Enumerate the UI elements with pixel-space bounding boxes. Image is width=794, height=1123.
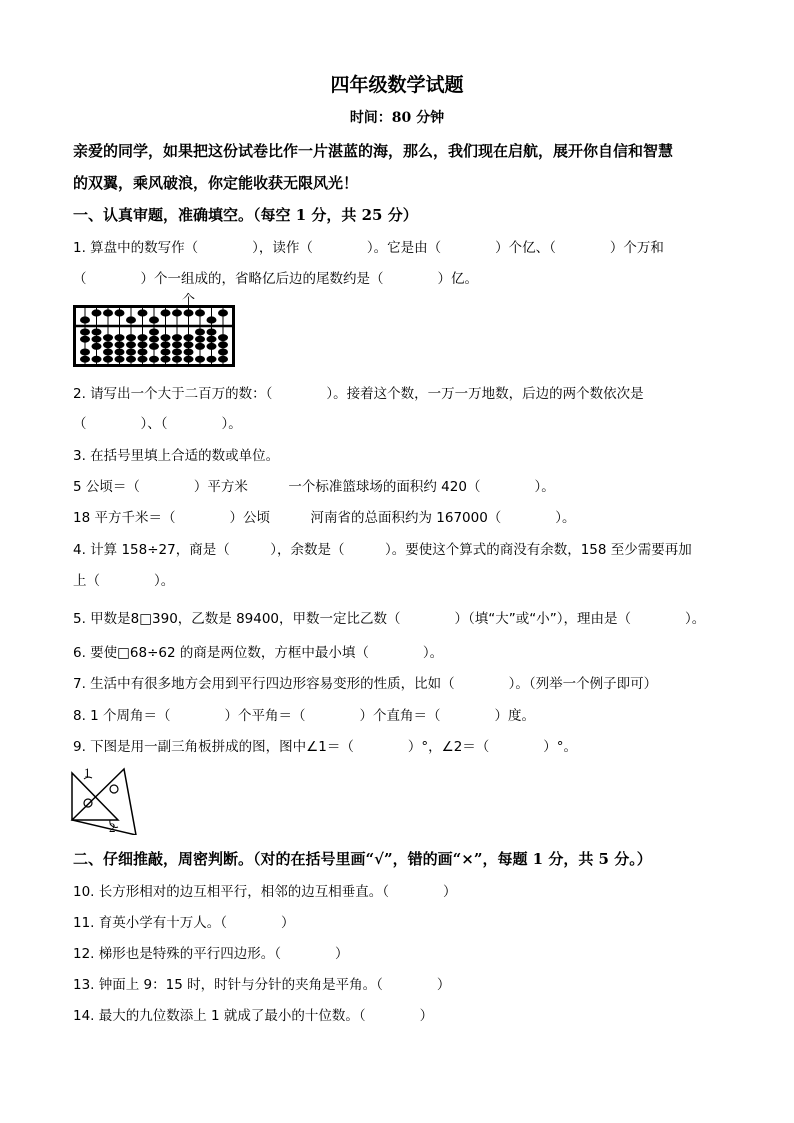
abacus-bead-lower: [195, 336, 205, 343]
abacus-ones-label: 个: [182, 293, 196, 308]
question-1-line-1: 1. 算盘中的数写作（ ），读作（ ）。它是由（ ）个亿、（ ）个万和: [73, 240, 664, 256]
abacus-bead-lower: [161, 334, 171, 341]
abacus-bead-lower: [103, 334, 113, 341]
abacus-bead-lower: [184, 349, 194, 356]
abacus-bead-lower: [126, 341, 136, 348]
abacus-bead-lower: [149, 343, 159, 350]
abacus-bead-lower: [92, 329, 102, 336]
page-title: 四年级数学试题: [330, 74, 464, 96]
abacus-bead-lower: [218, 341, 228, 348]
abacus-bead-lower: [126, 356, 136, 363]
abacus-bead-lower: [172, 349, 182, 356]
abacus-bead-lower: [80, 356, 90, 363]
question-4-line-1: 4. 计算 158÷27，商是（ ），余数是（ ）。要使这个算式的商没有余数，158 至少需要再加: [73, 542, 692, 558]
abacus-bead-lower: [184, 356, 194, 363]
question-11: 11. 育英小学有十万人。（ ）: [73, 915, 295, 931]
abacus-bead-lower: [207, 329, 217, 336]
question-14: 14. 最大的九位数添上 1 就成了最小的十位数。（ ）: [73, 1008, 434, 1024]
ruler-hole-right: [110, 785, 118, 793]
abacus-bead-lower: [149, 356, 159, 363]
abacus-bead-lower: [80, 329, 90, 336]
abacus-bead-lower: [172, 356, 182, 363]
question-7: 7. 生活中有很多地方会用到平行四边形容易变形的性质，比如（ ）。（列举一个例子即可）: [73, 676, 658, 692]
abacus-bead-lower: [218, 349, 228, 356]
abacus-bead-lower: [80, 336, 90, 343]
intro-line-1: 亲爱的同学，如果把这份试卷比作一片湛蓝的海，那么，我们现在启航，展开你自信和智慧: [73, 142, 674, 160]
abacus-bead-upper: [195, 309, 205, 316]
abacus-bead-upper: [80, 316, 90, 323]
abacus-bead-upper: [126, 316, 136, 323]
abacus-bead-upper: [207, 316, 217, 323]
abacus-bead-lower: [161, 356, 171, 363]
abacus-bead-upper: [103, 309, 113, 316]
abacus-bead-lower: [195, 343, 205, 350]
time-limit: 时间：80 分钟: [349, 110, 445, 126]
abacus-bead-lower: [172, 334, 182, 341]
question-13: 13. 钟面上 9：15 时，时针与分针的夹角是平角。（ ）: [73, 977, 451, 993]
question-3-part-b: 18 平方千米＝（ ）公顷 河南省的总面积约为 167000（ ）。: [73, 510, 576, 526]
question-4-line-2: 上（ ）。: [73, 573, 175, 589]
abacus-bead-lower: [80, 349, 90, 356]
abacus-bead-lower: [126, 334, 136, 341]
abacus-image: [73, 305, 235, 367]
abacus-bead-lower: [184, 334, 194, 341]
question-9: 9. 下图是用一副三角板拼成的图，图中∠1＝（ ）°，∠2＝（ ）°。: [73, 739, 578, 755]
abacus-bead-upper: [92, 309, 102, 316]
abacus-bead-upper: [115, 309, 125, 316]
abacus-bead-lower: [138, 356, 148, 363]
abacus-bead-lower: [103, 349, 113, 356]
abacus-bead-lower: [195, 329, 205, 336]
abacus-bead-lower: [138, 334, 148, 341]
triangle-ruler-right: [72, 769, 136, 835]
abacus-bead-upper: [161, 309, 171, 316]
abacus-bead-lower: [92, 336, 102, 343]
abacus-bead-upper: [172, 309, 182, 316]
question-3: 3. 在括号里填上合适的数或单位。: [73, 448, 280, 464]
abacus-bead-lower: [172, 341, 182, 348]
abacus-bead-lower: [218, 356, 228, 363]
angle-1-label: 1: [84, 765, 91, 780]
abacus-bead-lower: [103, 341, 113, 348]
abacus-bead-lower: [138, 341, 148, 348]
question-10: 10. 长方形相对的边互相平行，相邻的边互相垂直。（ ）: [73, 884, 457, 900]
section-2-heading: 二、仔细推敲，周密判断。（对的在括号里画“√”，错的画“×”，每题 1 分，共 5 分。）: [73, 850, 652, 868]
ruler-hole-left: [84, 799, 92, 807]
abacus-bead-lower: [115, 349, 125, 356]
abacus-bead-lower: [115, 341, 125, 348]
question-6: 6. 要使□68÷62 的商是两位数，方框中最小填（ ）。: [73, 645, 444, 661]
question-8: 8. 1 个周角＝（ ）个平角＝（ ）个直角＝（ ）度。: [73, 708, 536, 724]
question-2-line-2: （ ）、（ ）。: [73, 416, 242, 432]
abacus-bead-lower: [161, 349, 171, 356]
abacus-bead-lower: [126, 349, 136, 356]
question-1-line-2: （ ）个一组成的，省略亿后边的尾数约是（ ）亿。: [73, 271, 478, 287]
abacus-bead-upper: [218, 309, 228, 316]
abacus-bead-lower: [115, 334, 125, 341]
abacus-bead-lower: [138, 349, 148, 356]
abacus-bead-lower: [207, 343, 217, 350]
abacus-bead-lower: [103, 356, 113, 363]
abacus-bead-lower: [218, 334, 228, 341]
abacus-bead-lower: [207, 336, 217, 343]
question-3-part-a: 5 公顷＝（ ）平方米 一个标准篮球场的面积约 420（ ）。: [73, 479, 555, 495]
triangle-ruler-figure: [70, 765, 142, 835]
question-12: 12. 梯形也是特殊的平行四边形。（ ）: [73, 946, 349, 962]
abacus-bead-upper: [184, 309, 194, 316]
abacus-bead-upper: [149, 316, 159, 323]
abacus-bead-lower: [92, 356, 102, 363]
abacus-bead-lower: [207, 356, 217, 363]
abacus-bead-lower: [115, 356, 125, 363]
question-2-line-1: 2. 请写出一个大于二百万的数：（ ）。接着这个数，一万一万地数，后边的两个数依次是: [73, 386, 644, 402]
abacus-bead-lower: [161, 341, 171, 348]
abacus-bead-lower: [149, 336, 159, 343]
question-5: 5. 甲数是8□390，乙数是 89400，甲数一定比乙数（ ）（填“大”或“小”），理由是（ ）。: [73, 611, 706, 627]
angle-2-label: 2: [109, 820, 116, 835]
section-1-heading: 一、认真审题，准确填空。（每空 1 分，共 25 分）: [73, 206, 418, 224]
intro-line-2: 的双翼，乘风破浪，你定能收获无限风光！: [73, 174, 359, 192]
abacus-bead-lower: [92, 343, 102, 350]
abacus-bead-lower: [149, 329, 159, 336]
abacus-bead-lower: [184, 341, 194, 348]
abacus-bead-lower: [195, 356, 205, 363]
abacus-bead-upper: [138, 309, 148, 316]
